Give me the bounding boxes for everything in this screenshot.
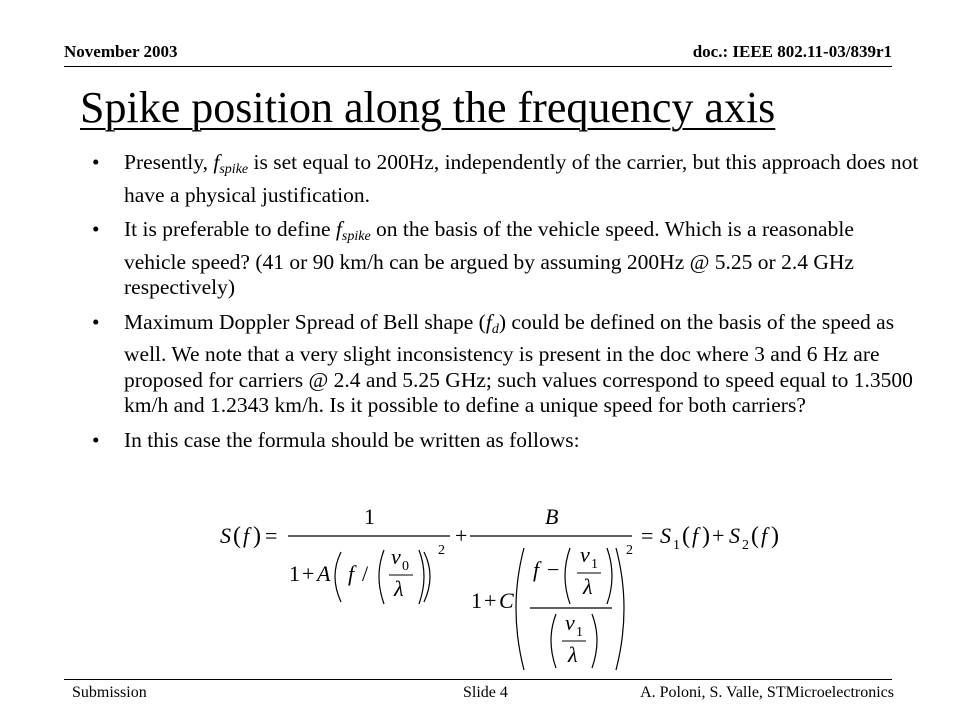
formula-f: f	[533, 557, 540, 582]
bullet-list	[88, 150, 920, 462]
velocity-v: v	[580, 542, 590, 567]
subscript-spike: spike	[219, 162, 249, 177]
formula-s: S	[220, 523, 231, 548]
variable-f: f	[335, 217, 342, 241]
right-paren	[419, 550, 424, 604]
bullet-item	[88, 310, 920, 419]
bullet-text: ) could be defined on the basis of the speed as well. We note that a very slight inconsistency is present in the doc where 3 and 6 Hz are proposed for carriers @ 2.4 and 5.25 GHz; such values correspond to speed equal to 1.3500 km/h and 1.2343 km/h. Is it possible to define a unique speed for both carriers?	[124, 309, 913, 417]
footer-authors: A. Poloni, S. Valle, STMicroelectronics	[640, 684, 894, 701]
subscript-1: 1	[591, 557, 598, 572]
formula-f: f	[243, 523, 250, 548]
coefficient-b: B	[545, 504, 559, 529]
left-paren	[565, 548, 570, 604]
header-date: November 2003	[64, 42, 178, 61]
slash: /	[362, 561, 369, 586]
spectrum-formula	[0, 500, 960, 680]
subscript-2: 2	[742, 538, 749, 553]
formula-f: f	[348, 561, 355, 586]
lambda: λ	[568, 642, 578, 667]
exponent-2: 2	[438, 543, 445, 558]
footer-submission: Submission	[72, 684, 147, 701]
bullet-text: In this case the formula should be written as follows:	[124, 427, 580, 452]
formula-equals: =	[265, 523, 278, 548]
formula-paren: (	[682, 523, 690, 549]
subscript-1: 1	[673, 538, 680, 553]
formula-f: f	[692, 523, 699, 548]
formula-f: f	[761, 523, 768, 548]
header-rule	[64, 66, 892, 67]
velocity-v: v	[565, 610, 575, 635]
left-paren	[516, 548, 524, 670]
subscript-1: 1	[576, 625, 583, 640]
right-paren	[616, 548, 624, 670]
bullet-text: Presently,	[124, 150, 214, 174]
coefficient-c: C	[499, 588, 514, 613]
right-paren	[607, 548, 612, 604]
formula-paren: )	[702, 523, 710, 549]
right-paren	[424, 552, 430, 602]
slide-title: Spike position along the frequency axis	[80, 83, 776, 132]
exponent-2: 2	[626, 543, 633, 558]
left-paren	[551, 614, 556, 668]
left-paren	[379, 550, 384, 604]
formula-s: S	[660, 523, 671, 548]
formula-equals: =	[641, 523, 654, 548]
denominator-one: 1	[289, 561, 300, 586]
bullet-text: Maximum Doppler Spread of Bell shape (	[124, 309, 486, 334]
footer-rule	[64, 679, 892, 680]
formula-paren: (	[233, 523, 241, 549]
bullet-text: It is preferable to define	[124, 217, 336, 241]
plus-sign: +	[712, 523, 725, 548]
plus-sign: +	[455, 523, 468, 548]
subscript-spike: spike	[341, 229, 371, 244]
lambda: λ	[583, 574, 593, 599]
bullet-text: on the basis of the vehicle speed. Which is a reasonable vehicle speed? (41 or 90 km/h can be argued by assuming 200Hz @ 5.25 or 2.4 GHz respectively)	[124, 217, 854, 299]
plus-sign: +	[302, 561, 315, 586]
bullet-item	[88, 217, 920, 301]
bullet-item	[88, 150, 920, 208]
formula-s: S	[729, 523, 740, 548]
left-paren	[335, 552, 341, 602]
bullet-item	[88, 428, 920, 454]
slide-number: Slide 4	[463, 684, 508, 701]
formula-paren: (	[751, 523, 759, 549]
subscript-d: d	[491, 321, 499, 337]
coefficient-a: A	[317, 561, 331, 586]
header-doc-id: doc.: IEEE 802.11-03/839r1	[692, 42, 892, 61]
subscript-0: 0	[402, 559, 409, 574]
variable-f: f	[213, 150, 220, 174]
lambda: λ	[394, 576, 404, 601]
numerator-one: 1	[364, 504, 375, 529]
formula-paren: )	[253, 523, 261, 549]
minus-sign: −	[547, 557, 560, 582]
formula-paren: )	[771, 523, 779, 549]
variable-f: f	[485, 309, 492, 334]
plus-sign: +	[484, 588, 497, 613]
denominator-one: 1	[471, 588, 482, 613]
velocity-v: v	[391, 544, 401, 569]
bullet-text: is set equal to 200Hz, independently of the carrier, but this approach does not have a physical justification.	[124, 150, 919, 207]
right-paren	[592, 614, 597, 668]
